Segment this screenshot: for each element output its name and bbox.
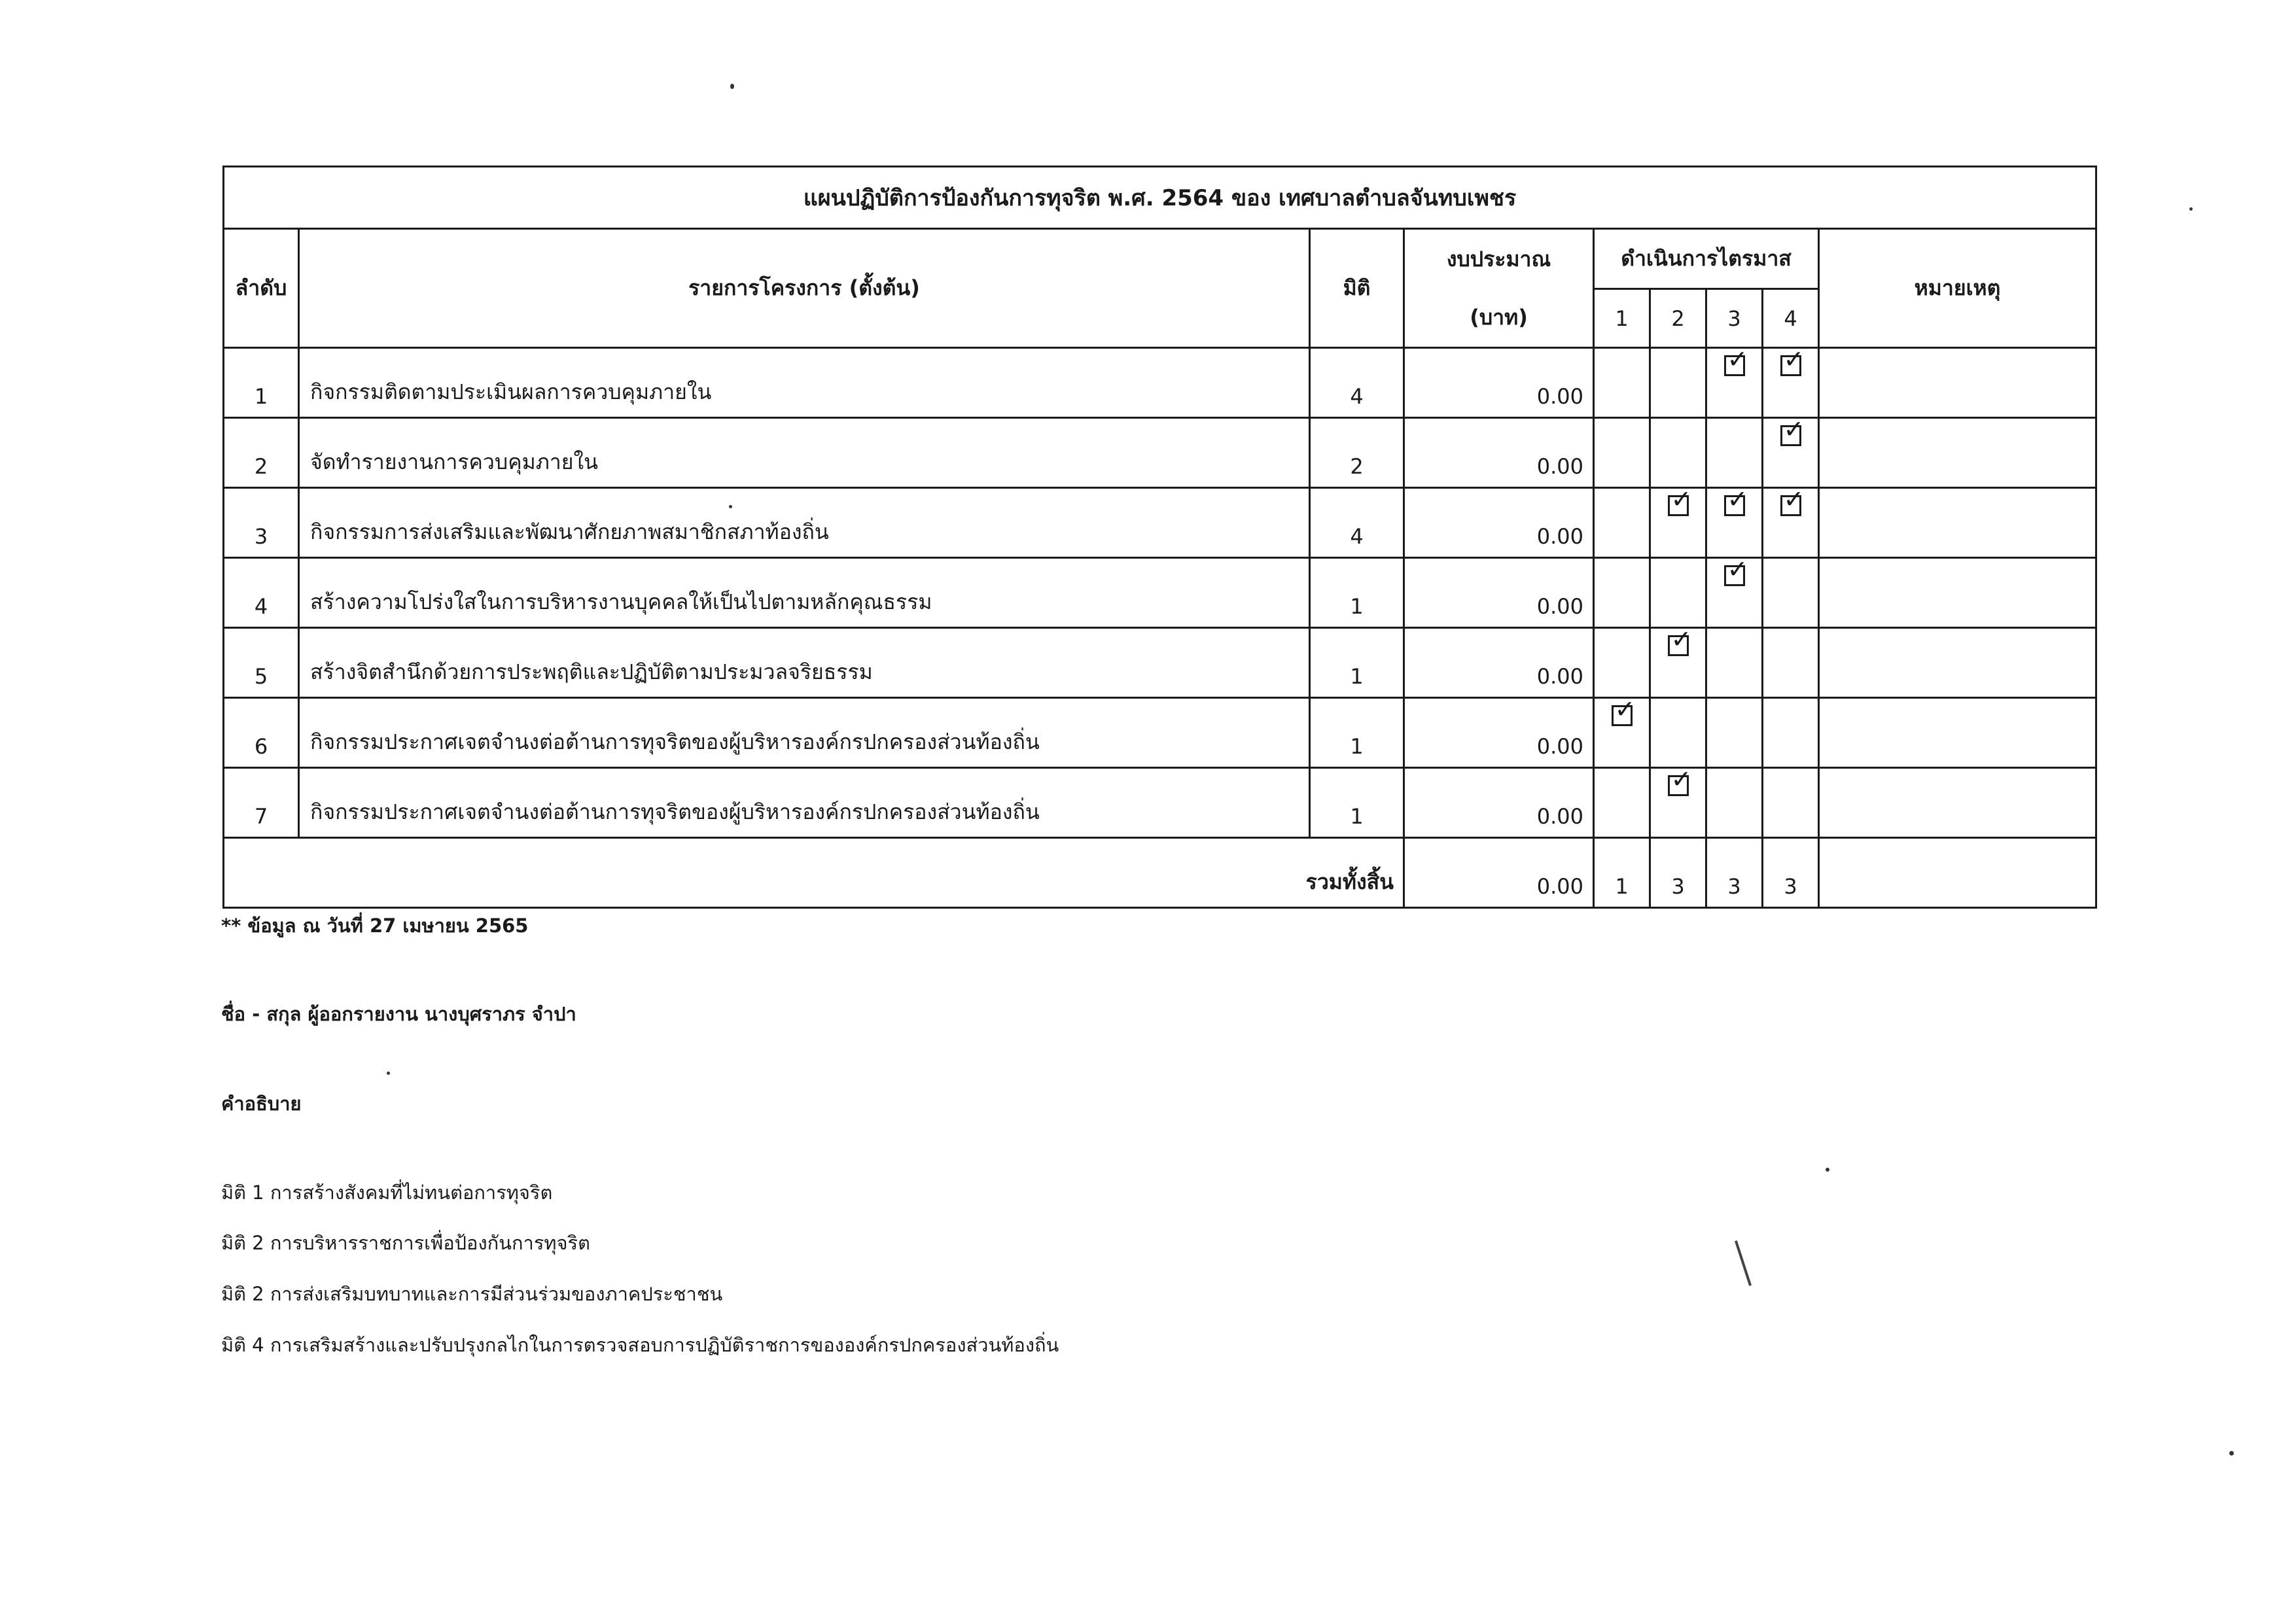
header-q2: 2 (1650, 289, 1706, 348)
row-budget: 0.00 (1404, 488, 1594, 558)
header-remarks: หมายเหตุ (1819, 229, 2096, 348)
row-remarks (1819, 418, 2096, 488)
row-q1 (1594, 558, 1650, 628)
checked-box-icon (1780, 485, 1805, 516)
row-project: กิจกรรมการส่งเสริมและพัฒนาศักยภาพสมาชิกสภาท้องถิ่น (299, 488, 1310, 558)
checked-box-icon (1668, 485, 1692, 516)
row-q3 (1706, 418, 1763, 488)
row-q3 (1706, 485, 1763, 558)
dimension-4-description: มิติ 4 การเสริมสร้างและปรับปรุงกลไกในการตรวจสอบการปฏิบัติราชการขององค์กรปกครองส่วนท้องถิ่น (221, 1334, 1059, 1356)
table-row (224, 628, 2096, 698)
row-q1 (1594, 768, 1650, 838)
checked-box-icon (1724, 345, 1748, 376)
row-remarks (1819, 348, 2096, 418)
table-row (224, 418, 2096, 488)
row-q1 (1594, 695, 1650, 768)
row-q1 (1594, 488, 1650, 558)
total-label: รวมทั้งสิ้น (224, 838, 1404, 908)
row-dimension: 4 (1310, 348, 1404, 418)
header-order: ลำดับ (224, 229, 299, 348)
reporter-name: ชื่อ - สกุล ผู้ออกรายงาน นางบุศราภร จำปา (221, 1003, 576, 1025)
row-remarks (1819, 628, 2096, 698)
row-order: 7 (224, 768, 299, 838)
row-project: กิจกรรมประกาศเจตจำนงต่อต้านการทุจริตของผู้บริหารองค์กรปกครองส่วนท้องถิ่น (299, 698, 1310, 768)
row-q4 (1763, 628, 1819, 698)
row-order: 3 (224, 488, 299, 558)
checked-box-icon (1780, 415, 1805, 446)
scan-speck (730, 84, 734, 89)
scan-speck (387, 1072, 390, 1075)
row-order: 4 (224, 558, 299, 628)
row-q2 (1650, 485, 1706, 558)
row-dimension: 2 (1310, 418, 1404, 488)
dimension-2-description: มิติ 2 การบริหารราชการเพื่อป้องกันการทุจริต (221, 1232, 590, 1254)
table-row (224, 348, 2096, 418)
scan-speck (1826, 1168, 1829, 1172)
header-quarters: ดำเนินการไตรมาส (1594, 229, 1819, 289)
row-q4 (1763, 698, 1819, 768)
check-mark-icon: ✓ (1727, 345, 1748, 374)
header-budget-line1: งบประมาณ (1446, 246, 1551, 271)
dimension-1-description: มิติ 1 การสร้างสังคมที่ไม่ทนต่อการทุจริต (221, 1181, 553, 1204)
row-budget: 0.00 (1404, 698, 1594, 768)
checked-box-icon (1724, 485, 1748, 516)
total-q3: 3 (1706, 838, 1763, 908)
row-project: กิจกรรมติดตามประเมินผลการควบคุมภายใน (299, 348, 1310, 418)
check-mark-icon: ✓ (1614, 695, 1636, 724)
total-row (224, 838, 2096, 908)
check-mark-icon: ✓ (1783, 345, 1805, 374)
scan-speck (2189, 207, 2193, 211)
row-q1 (1594, 348, 1650, 418)
row-order: 2 (224, 418, 299, 488)
row-order: 1 (224, 348, 299, 418)
dimension-3-description: มิติ 2 การส่งเสริมบทบาทและการมีส่วนร่วมของภาคประชาชน (221, 1283, 723, 1305)
table-row (224, 768, 2096, 838)
header-budget-line2: (บาท) (1470, 304, 1528, 330)
check-mark-icon: ✓ (1783, 415, 1805, 444)
row-order: 5 (224, 628, 299, 698)
row-q3 (1706, 345, 1763, 418)
check-mark-icon: ✓ (1727, 555, 1748, 584)
total-budget: 0.00 (1404, 838, 1594, 908)
row-q3 (1706, 555, 1763, 628)
row-project: จัดทำรายงานการควบคุมภายใน (299, 418, 1310, 488)
row-q4 (1763, 485, 1819, 558)
total-q2: 3 (1650, 838, 1706, 908)
row-q2 (1650, 558, 1706, 628)
total-remarks (1819, 838, 2096, 908)
row-remarks (1819, 558, 2096, 628)
row-q4 (1763, 768, 1819, 838)
row-q2 (1650, 625, 1706, 698)
check-mark-icon: ✓ (1670, 765, 1692, 794)
scan-mark (1735, 1240, 1752, 1286)
check-mark-icon: ✓ (1670, 485, 1692, 514)
row-q3 (1706, 768, 1763, 838)
checked-box-icon (1612, 695, 1636, 726)
row-q4 (1763, 558, 1819, 628)
row-budget: 0.00 (1404, 628, 1594, 698)
total-q4: 3 (1763, 838, 1819, 908)
table-row (224, 698, 2096, 768)
row-remarks (1819, 768, 2096, 838)
row-q3 (1706, 698, 1763, 768)
row-q3 (1706, 628, 1763, 698)
row-budget: 0.00 (1404, 768, 1594, 838)
row-project: สร้างความโปร่งใสในการบริหารงานบุคคลให้เป็นไปตามหลักคุณธรรม (299, 558, 1310, 628)
table-row (224, 488, 2096, 558)
row-project: กิจกรรมประกาศเจตจำนงต่อต้านการทุจริตของผู้บริหารองค์กรปกครองส่วนท้องถิ่น (299, 768, 1310, 838)
total-q1: 1 (1594, 838, 1650, 908)
table-row (224, 558, 2096, 628)
row-dimension: 1 (1310, 768, 1404, 838)
row-q1 (1594, 628, 1650, 698)
header-budget (1404, 229, 1594, 348)
row-budget: 0.00 (1404, 418, 1594, 488)
row-q2 (1650, 418, 1706, 488)
row-project: สร้างจิตสำนึกด้วยการประพฤติและปฏิบัติตามประมวลจริยธรรม (299, 628, 1310, 698)
row-q2 (1650, 348, 1706, 418)
row-dimension: 1 (1310, 558, 1404, 628)
row-order: 6 (224, 698, 299, 768)
check-mark-icon: ✓ (1727, 485, 1748, 514)
row-dimension: 4 (1310, 488, 1404, 558)
check-mark-icon: ✓ (1670, 625, 1692, 654)
scan-speck (729, 505, 732, 508)
header-q1: 1 (1594, 289, 1650, 348)
row-q4 (1763, 345, 1819, 418)
row-q2 (1650, 698, 1706, 768)
anti-corruption-plan-table (222, 166, 2097, 909)
header-q3: 3 (1706, 289, 1763, 348)
header-dimension: มิติ (1310, 229, 1404, 348)
row-remarks (1819, 488, 2096, 558)
row-dimension: 1 (1310, 698, 1404, 768)
header-project: รายการโครงการ (ตั้งต้น) (299, 229, 1310, 348)
data-date-note: ** ข้อมูล ณ วันที่ 27 เมษายน 2565 (221, 915, 529, 937)
row-dimension: 1 (1310, 628, 1404, 698)
table-body (224, 345, 2096, 838)
check-mark-icon: ✓ (1783, 485, 1805, 514)
explanation-heading: คำอธิบาย (221, 1092, 302, 1115)
checked-box-icon (1724, 555, 1748, 586)
row-remarks (1819, 698, 2096, 768)
row-budget: 0.00 (1404, 558, 1594, 628)
checked-box-icon (1668, 765, 1692, 796)
row-budget: 0.00 (1404, 348, 1594, 418)
scan-speck (2229, 1451, 2234, 1456)
row-q2 (1650, 765, 1706, 838)
row-q4 (1763, 415, 1819, 488)
checked-box-icon (1668, 625, 1692, 656)
header-q4: 4 (1763, 289, 1819, 348)
row-q1 (1594, 418, 1650, 488)
table-title: แผนปฏิบัติการป้องกันการทุจริต พ.ศ. 2564 ของ เทศบาลตำบลจันทบเพชร (224, 167, 2096, 229)
checked-box-icon (1780, 345, 1805, 376)
